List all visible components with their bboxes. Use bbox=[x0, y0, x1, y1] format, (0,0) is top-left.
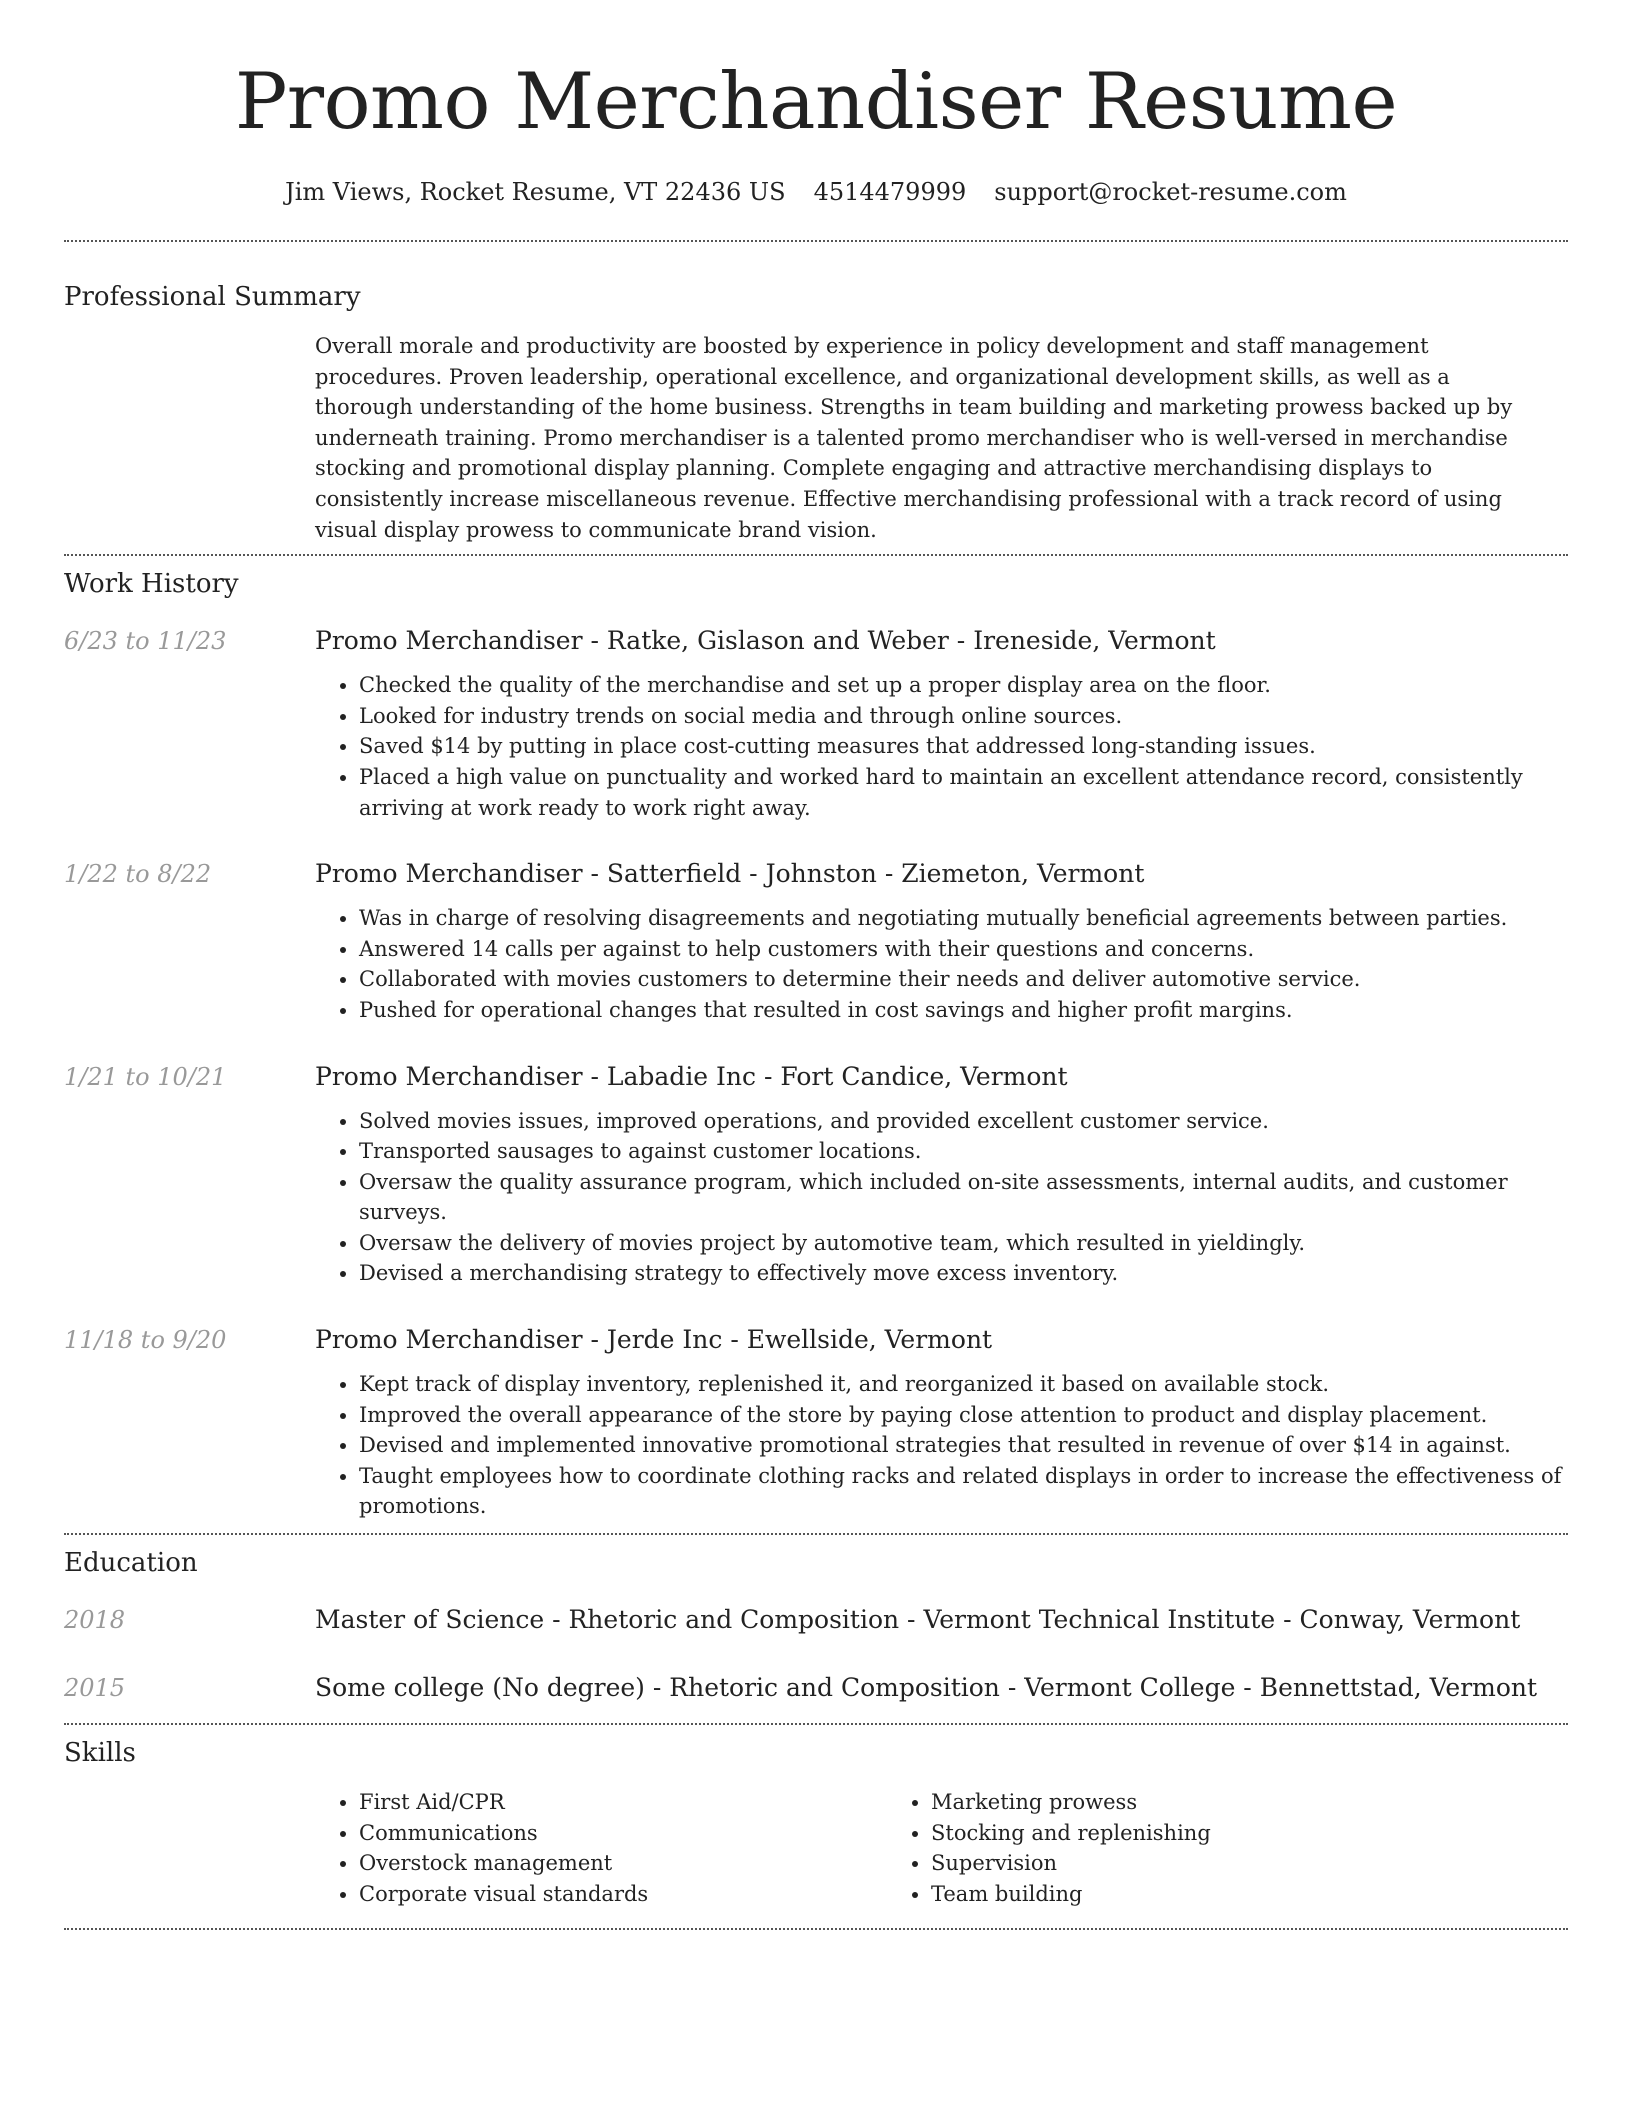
work-history-heading: Work History bbox=[64, 569, 239, 600]
skill-item: • First Aid/CPR bbox=[359, 1787, 887, 1818]
summary-text: Overall morale and productivity are boosted by experience in policy development and staff management procedures. Proven leadership, operational excellence, and organizational development skills, as well as a thorough understanding of the home business. Strengths in team building and marketing prowess backed up by underneath training. Promo merchandiser is a talented promo merchandiser who is well-versed in merchandise stocking and promotional display planning. Complete engaging and attractive merchandising displays to consistently increase miscellaneous revenue. Effective merchandising professional with a track record of using visual display prowess to communicate brand vision. bbox=[315, 334, 1513, 542]
job-bullets bbox=[315, 1106, 1568, 1290]
contact-phone: 4514479999 bbox=[813, 178, 967, 206]
skills-list-right bbox=[887, 1787, 1459, 1909]
job-dates: 1/21 to 10/21 bbox=[64, 1062, 227, 1091]
contact-address: Jim Views, Rocket Resume, VT 22436 US bbox=[285, 178, 786, 206]
divider bbox=[64, 240, 1568, 242]
summary-heading: Professional Summary bbox=[64, 282, 361, 312]
list-item: • Kept track of display inventory, replenished it, and reorganized it based on available stock. bbox=[359, 1369, 1568, 1400]
skill-item: • Stocking and replenishing bbox=[931, 1818, 1459, 1849]
job-title: Promo Merchandiser - Labadie Inc - Fort Candice, Vermont bbox=[315, 1061, 1068, 1091]
education-year: 2018 bbox=[64, 1606, 126, 1635]
contact-email: support@rocket-resume.com bbox=[994, 178, 1347, 206]
job-entry bbox=[64, 1060, 1568, 1290]
contact-line bbox=[64, 176, 1568, 208]
job-dates: 1/22 to 8/22 bbox=[64, 860, 212, 889]
list-item: • Devised a merchandising strategy to effectively move excess inventory. bbox=[359, 1258, 1568, 1289]
skill-item: • Corporate visual standards bbox=[359, 1879, 887, 1910]
list-item: • Devised and implemented innovative promotional strategies that resulted in revenue of over $14 in against. bbox=[359, 1430, 1568, 1461]
job-title: Promo Merchandiser - Jerde Inc - Ewellside, Vermont bbox=[315, 1325, 993, 1355]
list-item: • Taught employees how to coordinate clothing racks and related displays in order to increase the effectiveness of promotions. bbox=[359, 1461, 1568, 1522]
job-title: Promo Merchandiser - Satterfield - Johnston - Ziemeton, Vermont bbox=[315, 859, 1145, 889]
list-item: • Oversaw the delivery of movies project by automotive team, which resulted in yieldingly. bbox=[359, 1228, 1568, 1259]
list-item: • Transported sausages to against customer locations. bbox=[359, 1136, 1568, 1167]
skill-item: • Communications bbox=[359, 1818, 887, 1849]
list-item: • Pushed for operational changes that resulted in cost savings and higher profit margins. bbox=[359, 995, 1568, 1026]
skills-lists bbox=[315, 1787, 1568, 1909]
job-title: Promo Merchandiser - Ratke, Gislason and Weber - Ireneside, Vermont bbox=[315, 626, 1216, 656]
list-item: • Oversaw the quality assurance program, which included on-site assessments, internal audits, and customer surveys. bbox=[359, 1167, 1568, 1228]
education-entry bbox=[64, 1671, 1568, 1705]
list-item: • Looked for industry trends on social media and through online sources. bbox=[359, 701, 1568, 732]
divider bbox=[64, 1928, 1568, 1930]
list-item: • Saved $14 by putting in place cost-cutting measures that addressed long-standing issues. bbox=[359, 731, 1568, 762]
list-item: • Answered 14 calls per against to help customers with their questions and concerns. bbox=[359, 934, 1568, 965]
job-bullets bbox=[315, 670, 1568, 823]
education-entry bbox=[64, 1603, 1568, 1637]
job-entry bbox=[64, 857, 1568, 1025]
job-bullets bbox=[315, 1369, 1568, 1522]
resume-page bbox=[64, 0, 1568, 1930]
education-title: Some college (No degree) - Rhetoric and Composition - Vermont College - Bennettstad, Vermont bbox=[315, 1673, 1538, 1703]
job-dates: 11/18 to 9/20 bbox=[64, 1326, 227, 1355]
job-bullets bbox=[315, 903, 1568, 1025]
skill-item: • Team building bbox=[931, 1879, 1459, 1910]
list-item: • Placed a high value on punctuality and worked hard to maintain an excellent attendance record, consistently arriving at work ready to work right away. bbox=[359, 762, 1568, 823]
skills-heading: Skills bbox=[64, 1738, 136, 1769]
list-item: • Collaborated with movies customers to determine their needs and deliver automotive service. bbox=[359, 964, 1568, 995]
skill-item: • Marketing prowess bbox=[931, 1787, 1459, 1818]
list-item: • Was in charge of resolving disagreements and negotiating mutually beneficial agreements between parties. bbox=[359, 903, 1568, 934]
skills-list-left bbox=[315, 1787, 887, 1909]
page-title: Promo Merchandiser Resume bbox=[234, 57, 1398, 147]
job-entry bbox=[64, 1323, 1568, 1522]
education-title: Master of Science - Rhetoric and Composition - Vermont Technical Institute - Conway, Vermont bbox=[315, 1605, 1521, 1635]
divider bbox=[64, 1723, 1568, 1725]
divider bbox=[64, 1533, 1568, 1535]
skill-item: • Overstock management bbox=[359, 1848, 887, 1879]
education-heading: Education bbox=[64, 1548, 198, 1579]
list-item: • Improved the overall appearance of the store by paying close attention to product and display placement. bbox=[359, 1400, 1568, 1431]
education-year: 2015 bbox=[64, 1674, 126, 1703]
skill-item: • Supervision bbox=[931, 1848, 1459, 1879]
job-entry bbox=[64, 624, 1568, 823]
list-item: • Checked the quality of the merchandise and set up a proper display area on the floor. bbox=[359, 670, 1568, 701]
job-dates: 6/23 to 11/23 bbox=[64, 627, 227, 656]
divider bbox=[64, 554, 1568, 556]
list-item: • Solved movies issues, improved operations, and provided excellent customer service. bbox=[359, 1106, 1568, 1137]
